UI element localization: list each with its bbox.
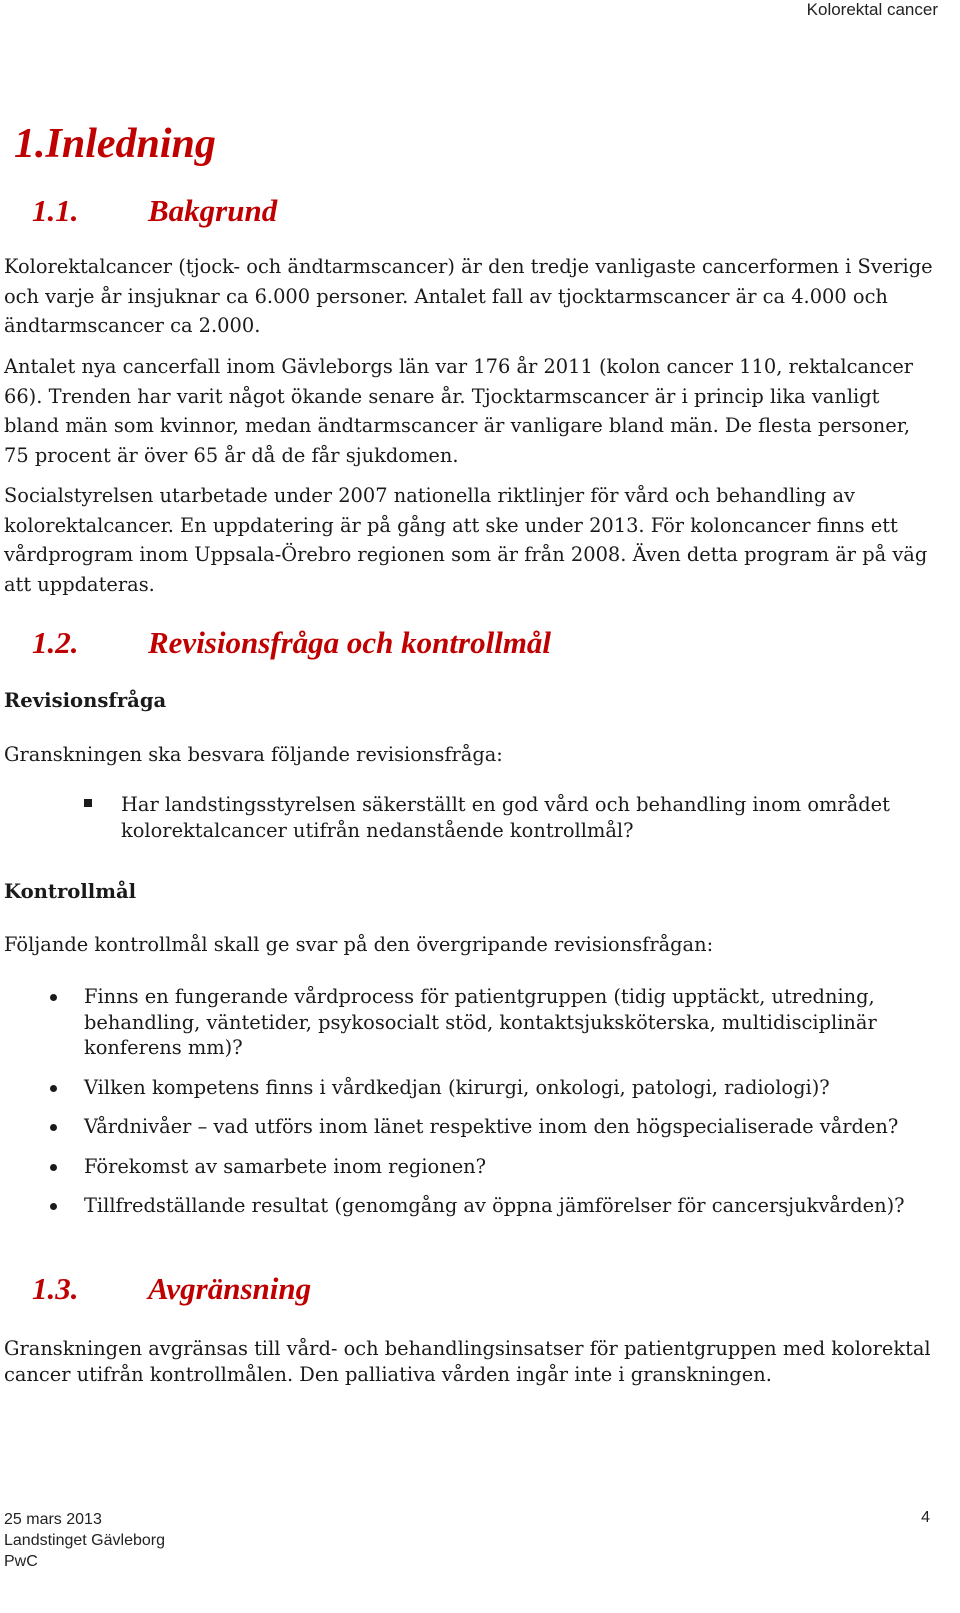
footer-date: 25 mars 2013: [4, 1511, 102, 1528]
list-item-text: Har landstingsstyrelsen säkerställt en god vård och behandling inom området kolorektalcancer utifrån nedanstående kontrollmål?: [121, 793, 890, 842]
page-footer: [4, 1509, 165, 1572]
section-title: Avgränsning: [148, 1271, 312, 1306]
bakgrund-paragraph-3: Socialstyrelsen utarbetade under 2007 nationella riktlinjer för vård och behandling av kolorektalcancer. En uppdatering är på gång att ske under 2013. För koloncancer finns ett vårdprogram inom Uppsala-Örebro regionen som är från 2008. Även detta program är på väg att uppdateras.: [4, 484, 928, 596]
avgransning-paragraph: Granskningen avgränsas till vård- och behandlingsinsatser för patientgruppen med kolorektal cancer utifrån kontrollmålen. Den palliativa vården ingår inte i granskningen.: [4, 1337, 931, 1386]
list-item: [46, 1154, 926, 1180]
chapter-heading: 1.Inledning: [14, 121, 216, 167]
list-item-text: Vilken kompetens finns i vårdkedjan (kirurgi, onkologi, patologi, radiologi)?: [84, 1075, 830, 1099]
revisionsfraga-list: [84, 792, 924, 843]
section-title: Bakgrund: [148, 193, 278, 228]
bakgrund-paragraph-1: Kolorektalcancer (tjock- och ändtarmscancer) är den tredje vanligaste cancerformen i Sverige och varje år insjuknar ca 6.000 personer. Antalet fall av tjocktarmscancer är ca 4.000 och ändtarmscancer ca 2.000.: [4, 255, 933, 338]
list-item-text: Tillfredställande resultat (genomgång av öppna jämförelser för cancersjukvården)?: [84, 1194, 905, 1217]
list-item: [84, 792, 924, 843]
section-number: 1.3.: [32, 1271, 79, 1306]
footer-company: PwC: [4, 1553, 38, 1570]
bullet-icon: [50, 1085, 57, 1092]
list-item-text: Vårdnivåer – vad utförs inom länet respektive inom den högspecialiserade vården?: [84, 1115, 899, 1138]
revisionsfraga-subheading: Revisionsfråga: [4, 689, 167, 712]
square-bullet-icon: [84, 799, 92, 807]
kontrollmal-subheading: Kontrollmål: [4, 880, 137, 903]
bullet-icon: [50, 1124, 57, 1131]
bullet-icon: [50, 994, 57, 1001]
list-item: [46, 1075, 926, 1101]
bullet-icon: [50, 1164, 57, 1171]
list-item: [46, 1114, 926, 1140]
running-header: Kolorektal cancer: [806, 0, 938, 19]
section-number: 1.2.: [32, 625, 79, 660]
kontrollmal-intro: Följande kontrollmål skall ge svar på den övergripande revisionsfrågan:: [4, 933, 714, 956]
section-heading-bakgrund: [32, 193, 277, 229]
section-heading-revisionsfraga: [32, 625, 551, 661]
bakgrund-paragraph-2: Antalet nya cancerfall inom Gävleborgs län var 176 år 2011 (kolon cancer 110, rektalcancer 66). Trenden har varit något ökande senare år. Tjocktarmscancer är i princip lika vanligt bland män som kvinnor, medan ändtarmscancer är vanligare bland män. De flesta personer, 75 procent är över 65 år då de får sjukdomen.: [4, 355, 914, 467]
list-item: [46, 984, 926, 1061]
section-title: Revisionsfråga och kontrollmål: [148, 625, 552, 660]
revisionsfraga-intro: Granskningen ska besvara följande revisionsfråga:: [4, 743, 503, 766]
footer-organization: Landstinget Gävleborg: [4, 1532, 165, 1549]
list-item-text: Finns en fungerande vårdprocess för patientgruppen (tidig upptäckt, utredning, behandling, väntetider, psykosocialt stöd, kontaktsjuksköterska, multidisciplinär konferens mm)?: [84, 985, 877, 1059]
bullet-icon: [50, 1203, 57, 1210]
page-number: 4: [921, 1509, 930, 1526]
list-item-text: Förekomst av samarbete inom regionen?: [84, 1154, 487, 1178]
section-heading-avgransning: [32, 1271, 311, 1307]
list-item: [46, 1193, 926, 1219]
section-number: 1.1.: [32, 193, 79, 228]
kontrollmal-list: [46, 984, 926, 1233]
